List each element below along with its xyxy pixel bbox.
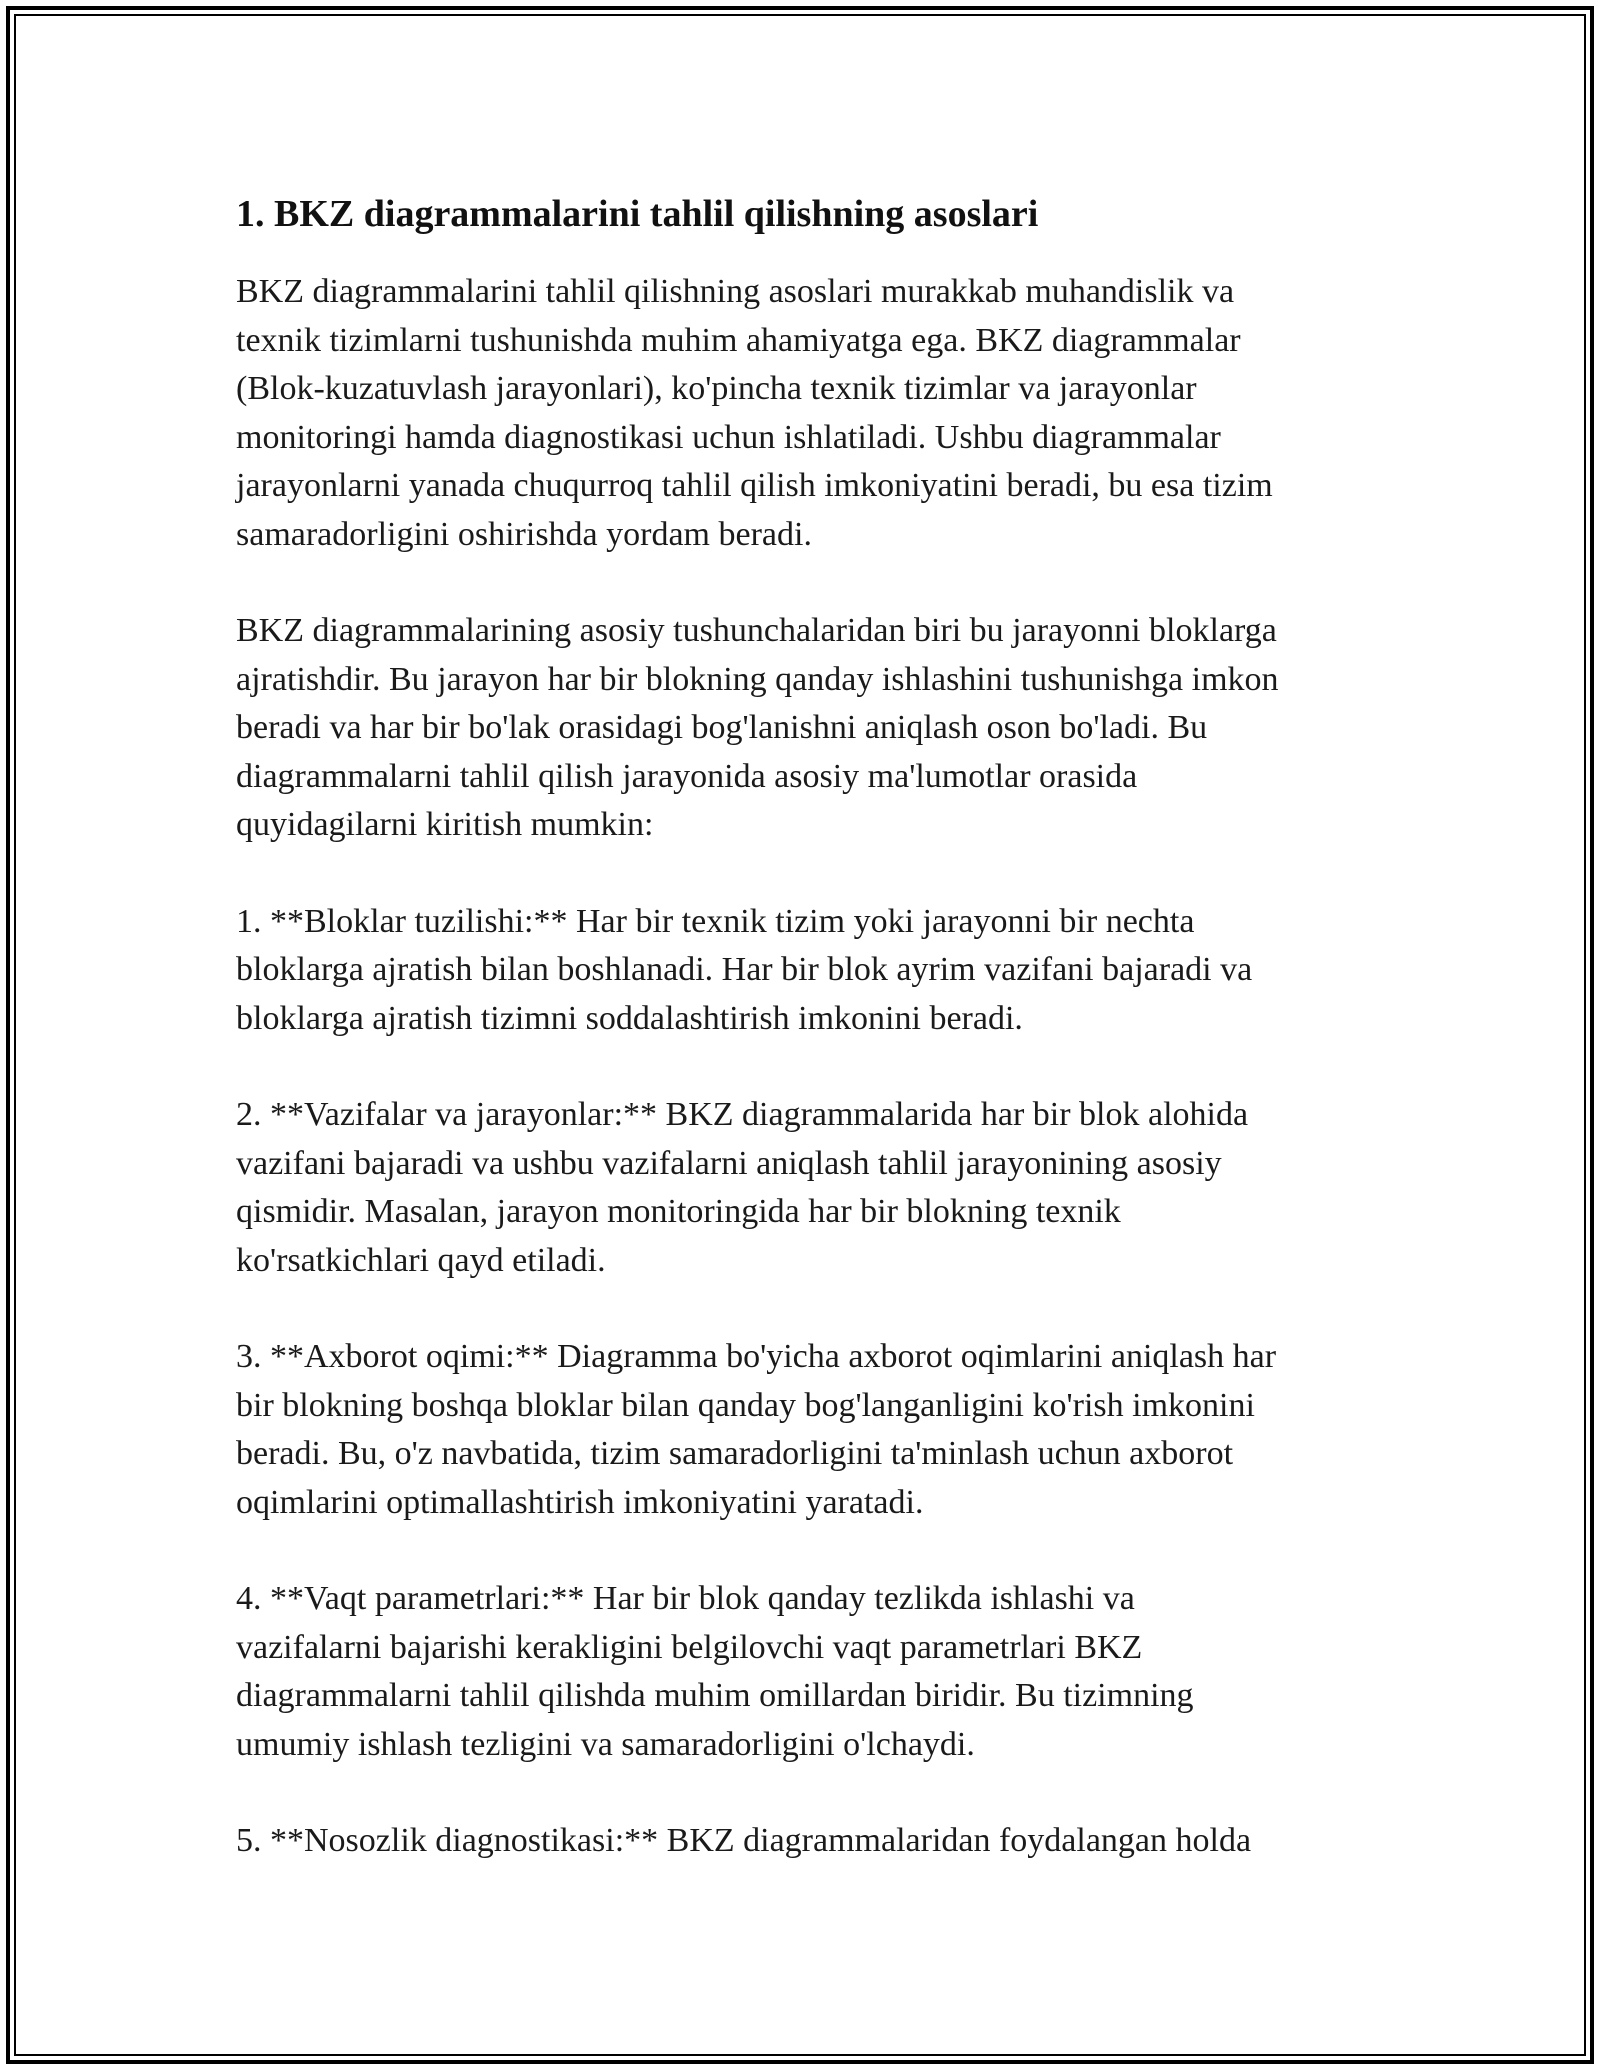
list-item-information-flow: 3. **Axborot oqimi:** Diagramma bo'yicha axborot oqimlarini aniqlash har bir blokning boshqa bloklar bilan qanday bog'langanligini ko'rish imkonini beradi. Bu, o'z navbatida, tizim samaradorligini ta'minlash uchun axborot oqimlarini optimallashtirish imkoniyatini yaratadi. [236, 1338, 1277, 1521]
list-item-fault-diagnostics: 5. **Nosozlik diagnostikasi:** BKZ diagrammalaridan foydalangan holda [236, 1822, 1252, 1859]
paragraph-concepts: BKZ diagrammalarining asosiy tushunchalaridan biri bu jarayonni bloklarga ajratishdir. Bu jarayon har bir blokning qanday ishlashini tushunishga imkon beradi va har bir bo'lak orasidagi bog'lanishni aniqlash oson bo'ladi. Bu diagrammalarni tahlil qilish jarayonida asosiy ma'lumotlar orasida quyidagilarni kiritish mumkin: [236, 612, 1279, 843]
paragraph-intro: BKZ diagrammalarini tahlil qilishning asoslari murakkab muhandislik va texnik tizimlarni tushunishda muhim ahamiyatga ega. BKZ diagrammalar (Blok-kuzatuvlash jarayonlari), ko'pincha texnik tizimlar va jarayonlar monitoringi hamda diagnostikasi uchun ishlatiladi. Ushbu diagrammalar jarayonlarni yanada chuqurroq tahlil qilish imkoniyatini beradi, bu esa tizim samaradorligini oshirishda yordam beradi. [236, 273, 1273, 553]
document-body [236, 186, 1376, 1914]
list-item-tasks-processes: 2. **Vazifalar va jarayonlar:** BKZ diagrammalarida har bir blok alohida vazifani bajaradi va ushbu vazifalarni aniqlash tahlil jarayonining asosiy qismidir. Masalan, jarayon monitoringida har bir blokning texnik ko'rsatkichlari qayd etiladi. [236, 1096, 1249, 1279]
section-heading: 1. BKZ diagrammalarini tahlil qilishning asoslari [236, 193, 1039, 235]
list-item-block-structure: 1. **Bloklar tuzilishi:** Har bir texnik tizim yoki jarayonni bir nechta bloklarga ajratish bilan boshlanadi. Har bir blok ayrim vazifani bajaradi va bloklarga ajratish tizimni soddalashtirish imkonini beradi. [236, 902, 1253, 1037]
list-item-time-parameters: 4. **Vaqt parametrlari:** Har bir blok qanday tezlikda ishlashi va vazifalarni bajarishi kerakligini belgilovchi vaqt parametrlari BKZ diagrammalarni tahlil qilishda muhim omillardan biridir. Bu tizimning umumiy ishlash tezligini va samaradorligini o'lchaydi. [236, 1580, 1194, 1763]
